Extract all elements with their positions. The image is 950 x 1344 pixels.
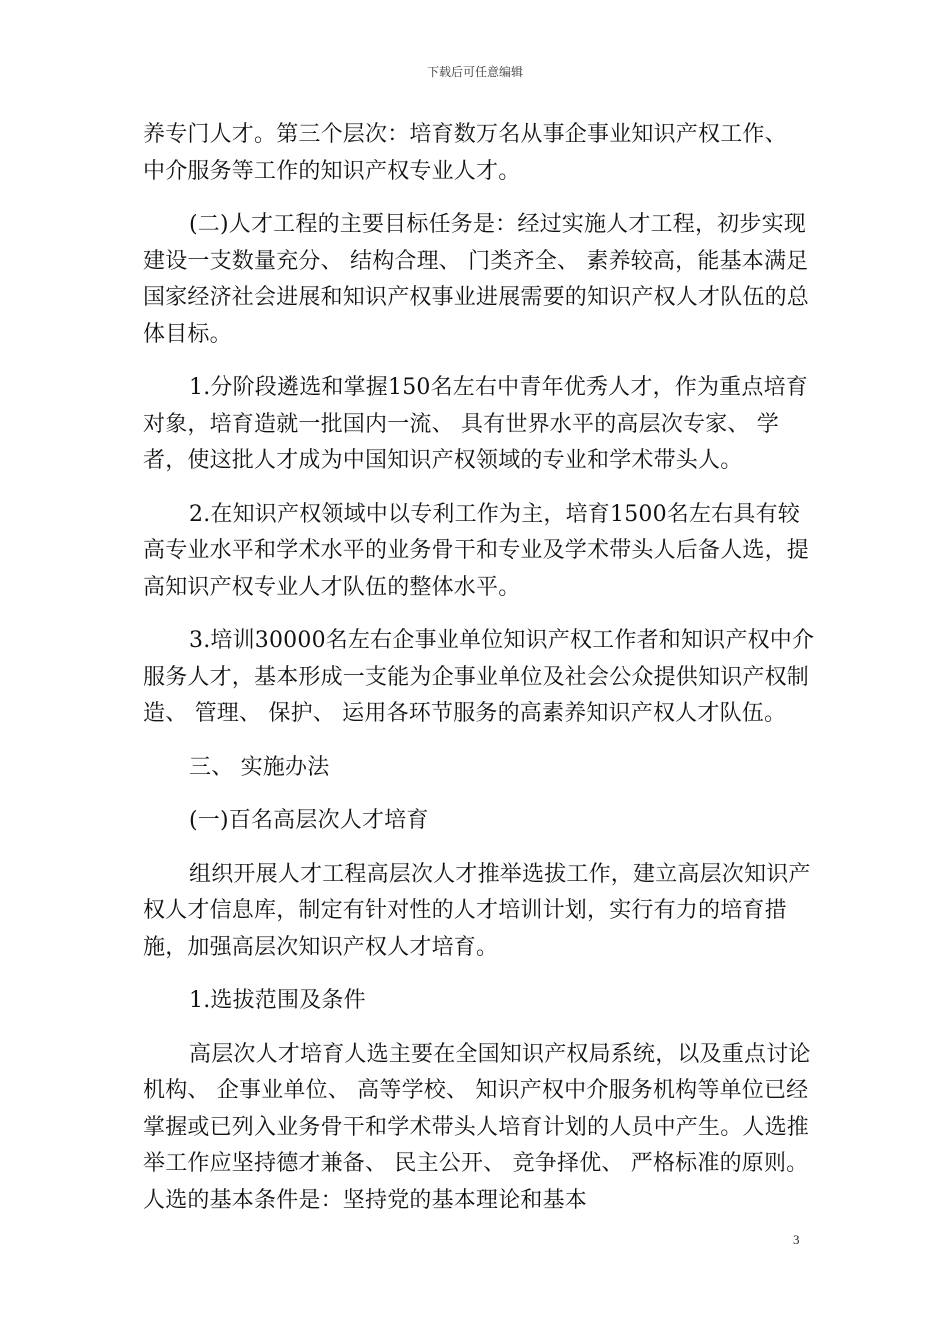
- paragraph-7: 组织开展人才工程高层次人才推举选拔工作，建立高层次知识产权人才信息库，制定有针对性的人才培训计划，实行有力的培育措施，加强高层次知识产权人才培育。: [143, 861, 811, 960]
- item-heading: 1.选拔范围及条件: [189, 988, 366, 1013]
- paragraph-9: 高层次人才培育人选主要在全国知识产权局系统，以及重点讨论机构、 企事业单位、 高等学校、 知识产权中介服务机构等单位已经掌握或已列入业务骨干和学术带头人培育计划的人员中产生。人选推举工作应坚持德才兼备、 民主公开、 竞争择优、 严格标准的原则。人选的基本条件是：坚持党的基本理论和基本: [143, 1041, 811, 1213]
- page-number: 3: [793, 1232, 800, 1247]
- subsection-heading: (一)百名高层次人才培育: [189, 808, 429, 833]
- page-header-note: 下载后可任意编辑: [426, 65, 523, 79]
- paragraph-3: 2.在知识产权领域中以专利工作为主，培育1500名左右具有较高专业水平和学术水平的业务骨干和专业及学术带头人后备人选，提高知识产权专业人才队伍的整体水平。: [143, 501, 810, 600]
- paragraph-1: (二)人才工程的主要目标任务是：经过实施人才工程，初步实现建设一支数量充分、 结构合理、 门类齐全、 素养较高，能基本满足国家经济社会进展和知识产权事业进展需要的知识产权人才队伍的总体目标。: [143, 212, 810, 347]
- paragraph-2: 1.分阶段遴选和掌握150名左右中青年优秀人才，作为重点培育对象，培育造就一批国内一流、 具有世界水平的高层次专家、 学者，使这批人才成为中国知识产权领域的专业和学术带头人。: [143, 375, 808, 473]
- document-body: [143, 117, 815, 1236]
- paragraph-4: 3.培训30000名左右企事业单位知识产权工作者和知识产权中介服务人才，基本形成一支能为企事业单位及社会公众提供知识产权制造、 管理、 保护、 运用各环节服务的高素养知识产权人才队伍。: [143, 628, 815, 726]
- paragraph-0: 养专门人才。第三个层次：培育数万名从事企事业知识产权工作、 中介服务等工作的知识产权专业人才。: [143, 122, 787, 184]
- section-heading: 三、 实施办法: [189, 754, 330, 780]
